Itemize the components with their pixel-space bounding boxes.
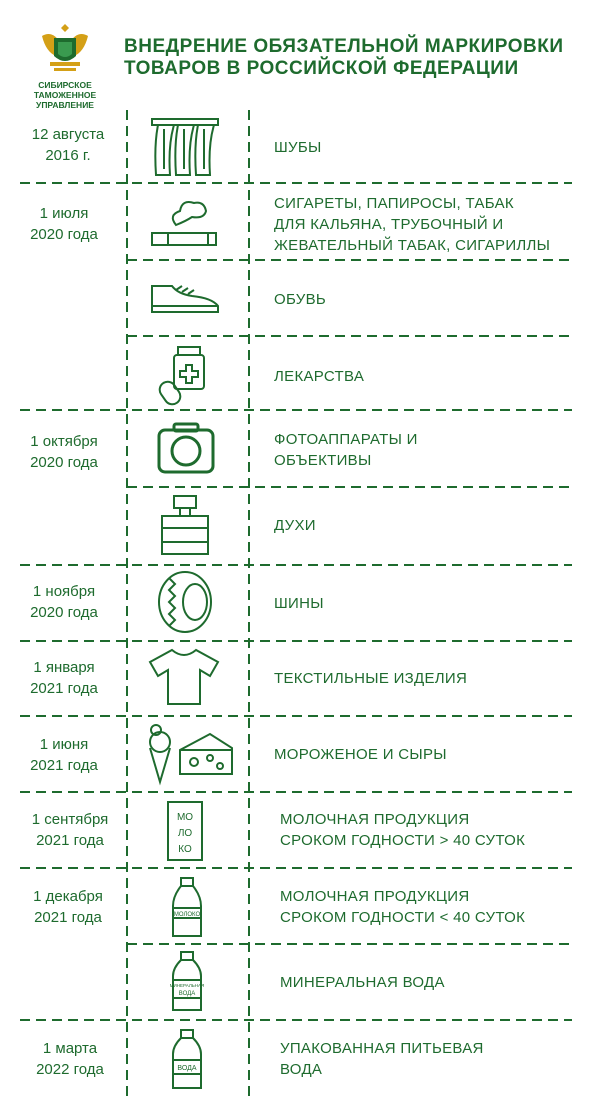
- item-mineral-water: МИНЕРАЛЬНАЯ ВОДА: [280, 974, 445, 991]
- logo-caption: СИБИРСКОЕ ТАМОЖЕННОЕ УПРАВЛЕНИЕ: [33, 80, 97, 110]
- t-shirt-icon: [148, 648, 220, 706]
- date-sep-2021: 1 сентября 2021 года: [31, 811, 109, 849]
- milk-carton-icon: [166, 800, 204, 862]
- milk-box-text-2: ЛО: [177, 828, 193, 839]
- tire-icon: [155, 570, 215, 634]
- date-nov-2020: 1 ноября 2020 года: [30, 583, 98, 621]
- item-furs: ШУБЫ: [274, 139, 322, 156]
- date-jun-2021: 1 июня 2021 года: [30, 736, 98, 774]
- milk-bottle-label: МОЛОКО: [173, 912, 201, 918]
- customs-emblem-logo: [30, 18, 100, 80]
- item-textile: ТЕКСТИЛЬНЫЕ ИЗДЕЛИЯ: [274, 670, 468, 687]
- cigarette-icon: [148, 195, 220, 251]
- mineral-label-2: ВОДА: [178, 991, 196, 997]
- item-cameras: ФОТОАППАРАТЫ И ОБЪЕКТИВЫ: [274, 431, 418, 469]
- date-aug-2016: 12 августа 2016 г.: [31, 126, 105, 164]
- item-medicine: ЛЕКАРСТВА: [274, 368, 365, 385]
- camera-icon: [156, 422, 216, 474]
- date-jul-2020: 1 июля 2020 года: [30, 205, 98, 243]
- medicine-icon: [160, 345, 216, 405]
- date-mar-2022: 1 марта 2022 года: [36, 1040, 104, 1078]
- mineral-label-1: МИНЕРАЛЬНАЯ: [169, 983, 205, 988]
- water-label: ВОДА: [177, 1065, 197, 1072]
- page-title: ВНЕДРЕНИЕ ОБЯЗАТЕЛЬНОЙ МАРКИРОВКИ ТОВАРОВ В РОССИЙСКОЙ ФЕДЕРАЦИИ: [124, 36, 564, 79]
- item-perfume: ДУХИ: [274, 517, 316, 534]
- date-oct-2020: 1 октября 2020 года: [30, 433, 98, 471]
- milk-bottle-icon: [170, 876, 204, 938]
- mineral-water-icon: [170, 950, 204, 1012]
- item-tires: ШИНЫ: [274, 595, 324, 612]
- item-dairy-long: МОЛОЧНАЯ ПРОДУКЦИЯ СРОКОМ ГОДНОСТИ > 40 СУТОК: [280, 811, 526, 849]
- fur-coats-icon: [150, 117, 220, 177]
- milk-box-text-3: КО: [178, 844, 192, 855]
- date-dec-2021: 1 декабря 2021 года: [33, 888, 103, 926]
- item-tobacco: СИГАРЕТЫ, ПАПИРОСЫ, ТАБАК ДЛЯ КАЛЬЯНА, ТРУБОЧНЫЙ И ЖЕВАТЕЛЬНЫЙ ТАБАК, СИГАРИЛЛЫ: [274, 195, 551, 254]
- shoe-icon: [150, 280, 220, 316]
- milk-box-text-1: МО: [176, 812, 194, 823]
- item-shoes: ОБУВЬ: [274, 291, 327, 308]
- item-drinking-water: УПАКОВАННАЯ ПИТЬЕВАЯ ВОДА: [280, 1040, 484, 1078]
- date-jan-2021: 1 января 2021 года: [30, 659, 98, 697]
- item-dairy-short: МОЛОЧНАЯ ПРОДУКЦИЯ СРОКОМ ГОДНОСТИ < 40 СУТОК: [280, 888, 526, 926]
- icecream-cheese-icon: [144, 724, 234, 784]
- perfume-icon: [160, 494, 210, 556]
- item-icecream-cheese: МОРОЖЕНОЕ И СЫРЫ: [274, 746, 447, 763]
- drinking-water-icon: [170, 1028, 204, 1090]
